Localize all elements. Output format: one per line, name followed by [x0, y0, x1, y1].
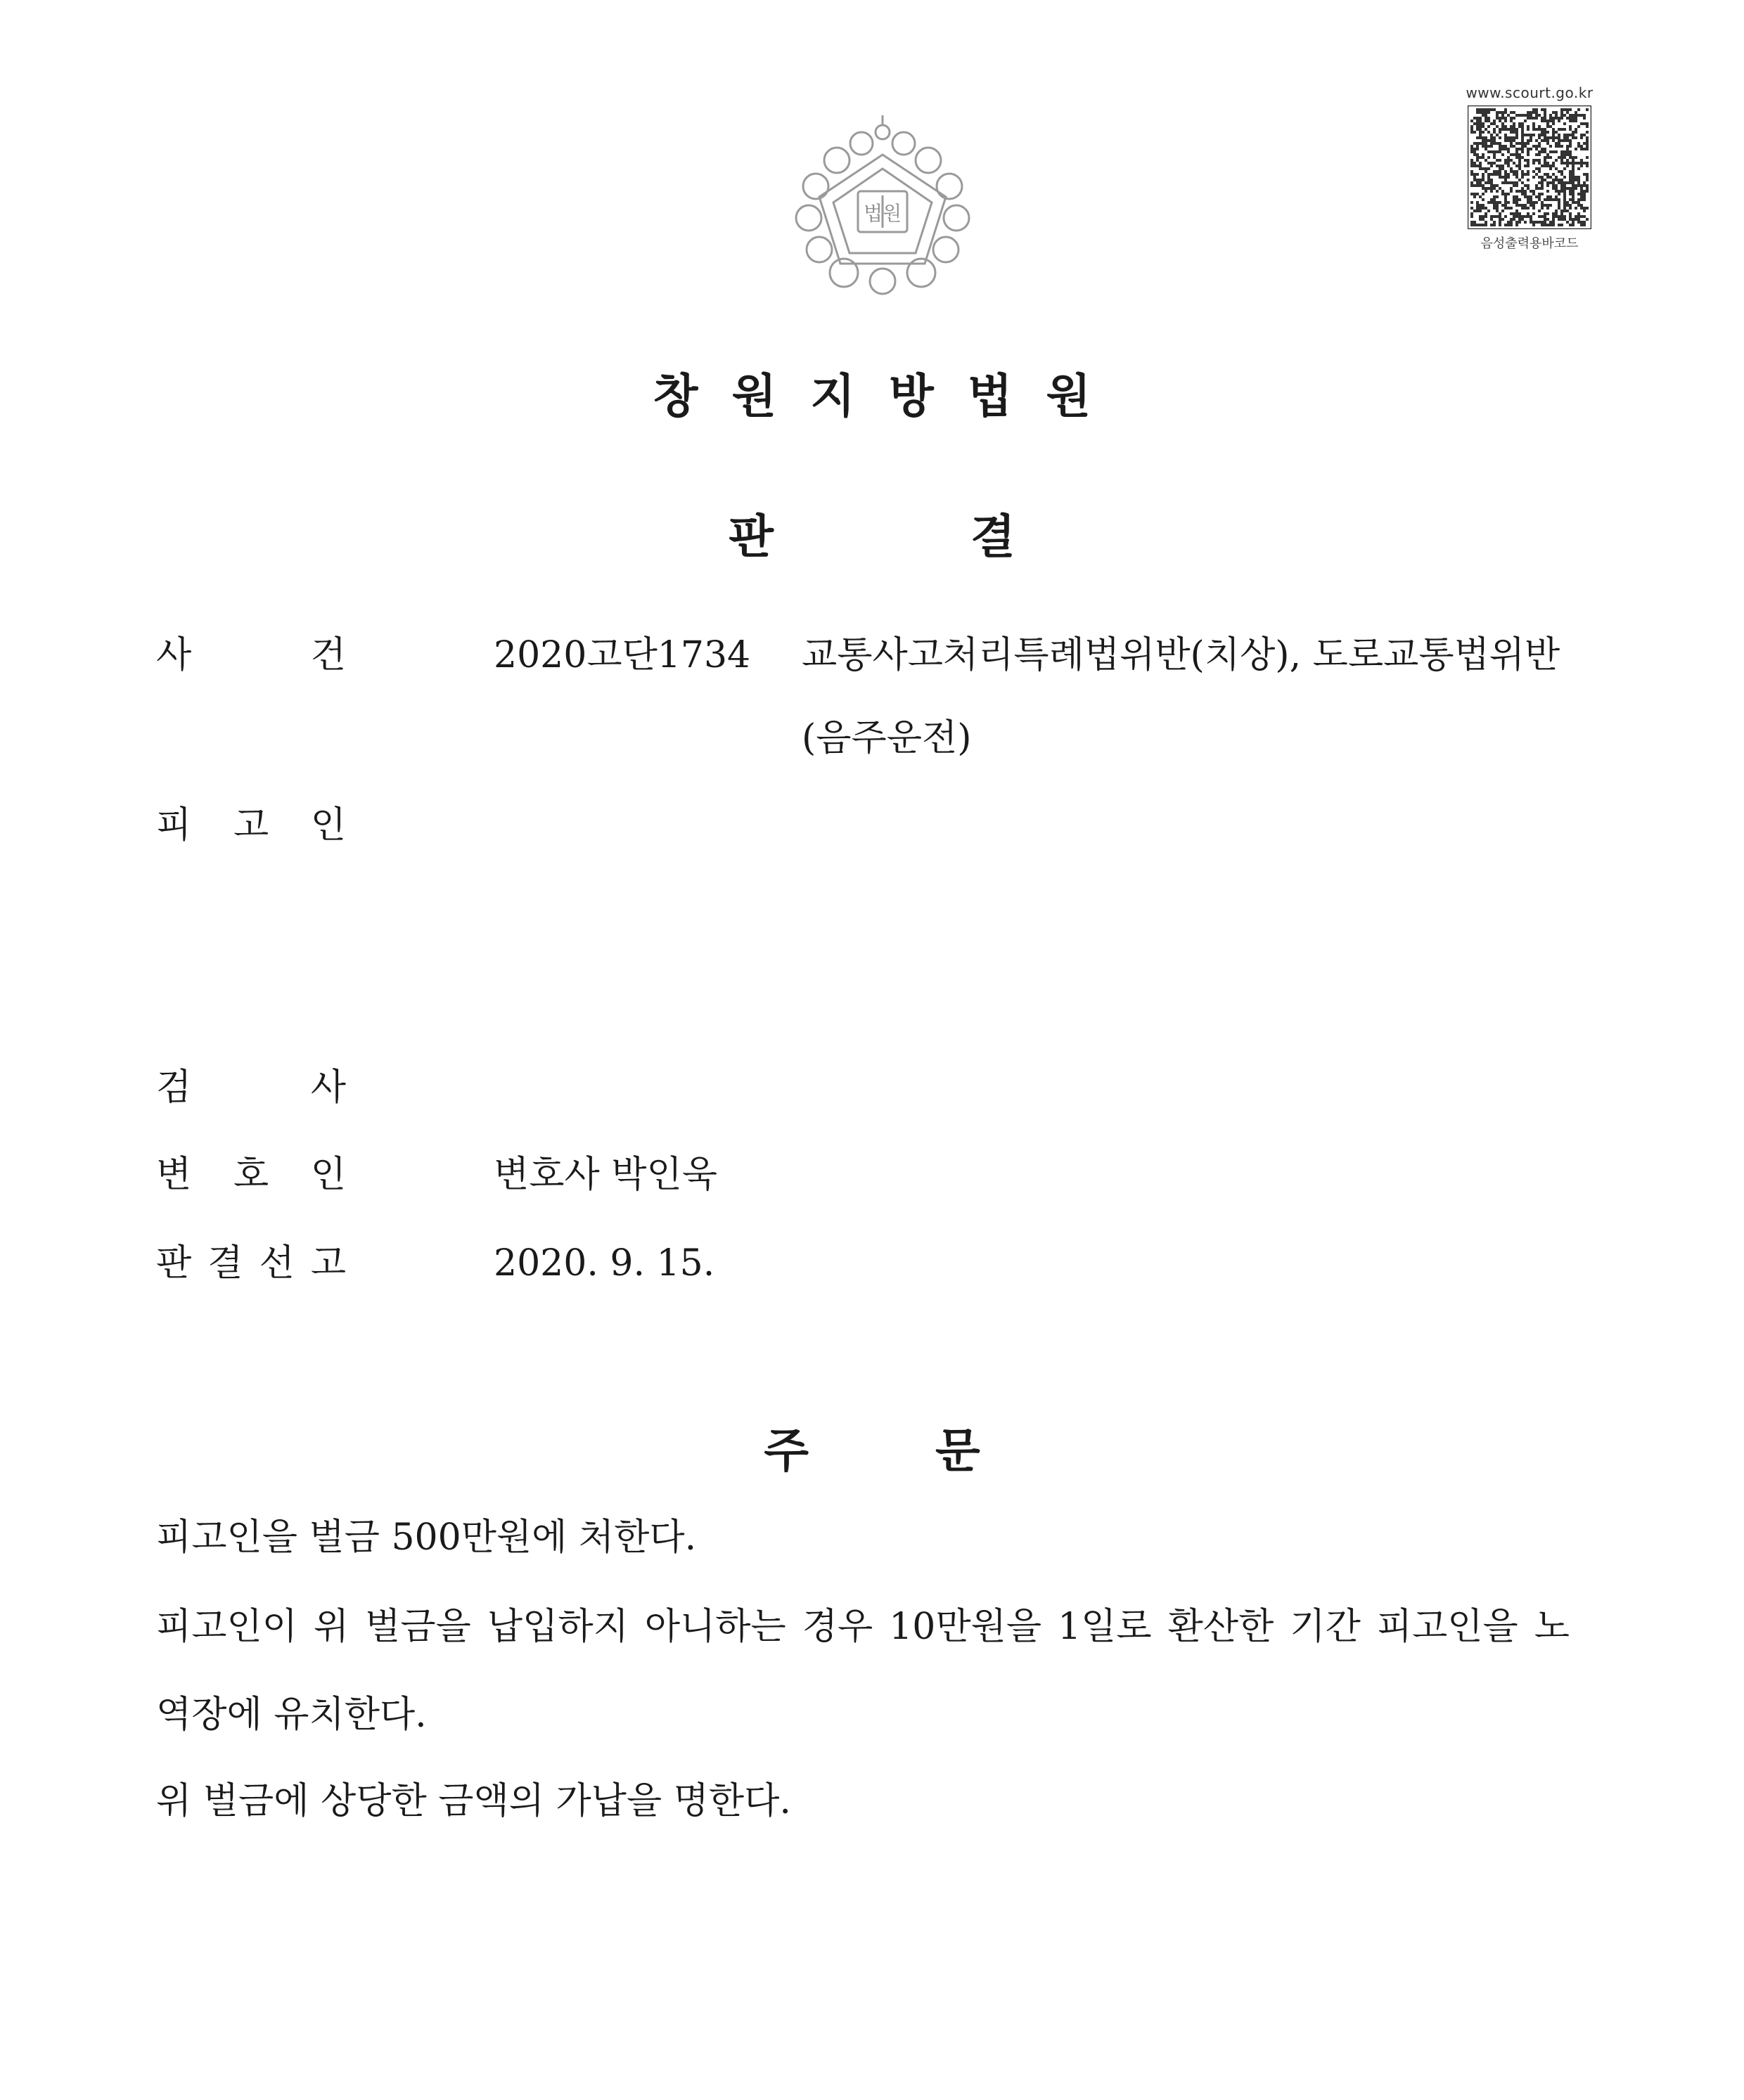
order-title-left: 주: [764, 1424, 809, 1478]
qr-code-icon: [1468, 105, 1591, 229]
order-paragraph-2-line2: 역장에 유치한다.: [156, 1694, 427, 1736]
case-charges-line2: (음주운전): [802, 717, 972, 759]
order-title-right: 문: [935, 1424, 980, 1478]
doc-title-right: 결: [970, 510, 1015, 564]
order-title: [0, 1413, 1744, 1480]
court-name: 창원지방법원: [653, 369, 1125, 423]
case-charges-line1: 교통사고처리특례법위반(치상), 도로교통법위반: [802, 634, 1560, 676]
court-emblem-icon: [788, 112, 977, 295]
order-paragraph-2-line1: 피고인이 위 벌금을 납입하지 아니하는 경우 10만원을 1일로 환산한 기간 피고인을 노: [156, 1606, 1570, 1648]
order-paragraph-3: 위 벌금에 상당한 금액의 가납을 명한다.: [156, 1780, 791, 1822]
order-paragraph-1: 피고인을 벌금 500만원에 처한다.: [156, 1516, 697, 1559]
sentencing-label: 판 결 선 고: [156, 1242, 346, 1284]
doc-title-left: 판: [729, 510, 774, 564]
prosecutor-label: 검 사: [156, 1067, 346, 1109]
counsel-value: 변호사 박인욱: [494, 1154, 717, 1196]
qr-block: [1463, 84, 1596, 252]
counsel-label: 변 호 인: [156, 1154, 346, 1196]
qr-url: www.scourt.go.kr: [1466, 84, 1594, 101]
case-number: 2020고단1734: [494, 634, 751, 676]
defendant-label: 피 고 인: [156, 804, 346, 846]
doc-title: [0, 499, 1744, 566]
case-label: 사 건: [156, 634, 346, 676]
sentencing-date: 2020. 9. 15.: [494, 1242, 715, 1284]
qr-caption: 음성출력용바코드: [1480, 236, 1579, 251]
emblem-text: 법원: [863, 202, 902, 225]
